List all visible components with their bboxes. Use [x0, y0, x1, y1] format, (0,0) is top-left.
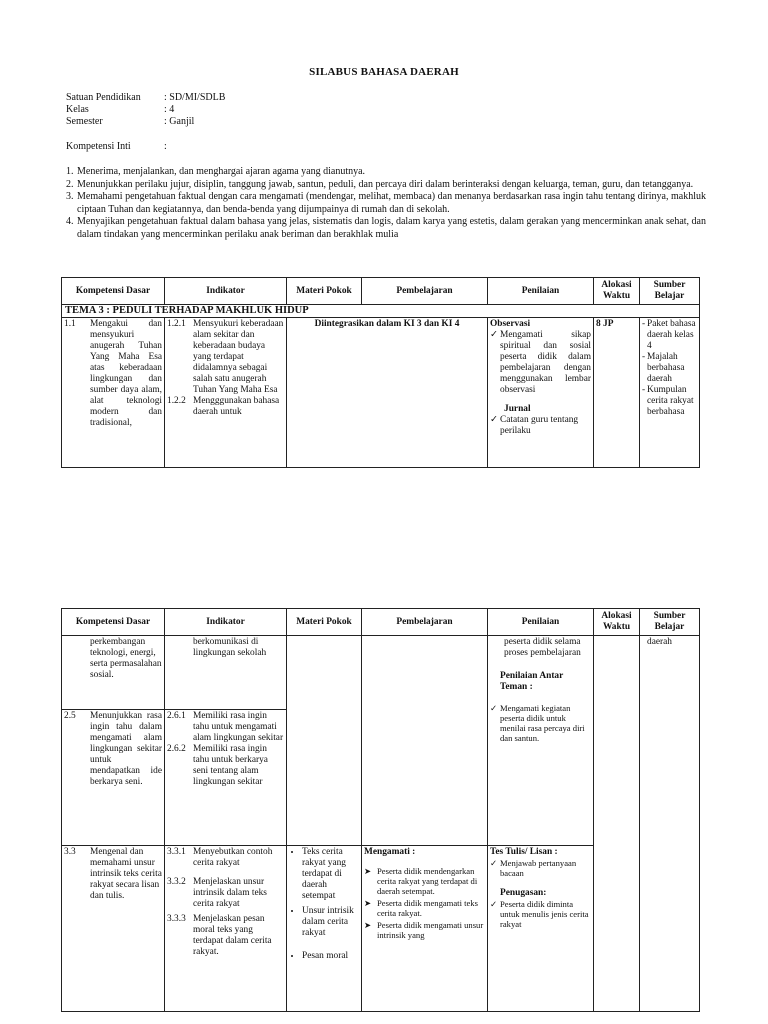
penilaian-antar-teman-title: Penilaian Antar Teman :: [500, 671, 564, 692]
syllabus-table-2: [61, 608, 700, 1012]
materi-cell: [287, 846, 362, 1012]
kd-text: perkembangan teknologi, energi, serta permasalahan sosial.: [90, 637, 162, 680]
header-pembelajaran: Pembelajaran: [362, 278, 488, 305]
table-header-row: [62, 609, 700, 636]
ki-item: [66, 191, 706, 216]
ki-text: Menunjukkan perilaku jujur, disiplin, tanggung jawab, santun, peduli, dan percaya diri dalam berinteraksi dengan keluarga, teman, guru, dan tetangganya.: [77, 178, 694, 190]
materi-item: • Pesan moral: [302, 951, 359, 962]
indikator-text: Mengggunakan bahasa daerah untuk: [193, 396, 280, 417]
indikator-text: Mensyukuri keberadaan alam sekitar dan keberadaan budaya yang terdapat didalamnya sebagai salah satu anugerah Tuhan Yang Maha Esa: [193, 319, 284, 395]
indikator-text: Memiliki rasa ingin tahu untuk mengamati alam lingkungan sekitar: [193, 711, 284, 743]
penilaian-cell: [488, 318, 594, 468]
indikator-text: Menyebutkan contoh cerita rakyat: [193, 847, 273, 868]
indikator-text: berkomunikasi di lingkungan sekolah: [193, 637, 267, 658]
kd-text: Mengakui dan mensyukuri anugerah Tuhan Yang Maha Esa atas keberadaan lingkungan dan sumber daya alam, alat teknologi modern dan tradisional,: [90, 319, 162, 428]
info-value: : 4: [164, 104, 175, 115]
alokasi-cell: [594, 636, 640, 1012]
info-label: Satuan Pendidikan: [66, 92, 141, 103]
info-value: : Ganjil: [164, 116, 195, 127]
ki-number: 1.: [66, 166, 74, 177]
kd-cell: [62, 318, 165, 468]
table-row: [62, 318, 700, 468]
jurnal-title: Jurnal: [504, 404, 531, 414]
arrow-bullet-icon: ➤: [364, 866, 372, 876]
kd-number: 1.1: [64, 319, 76, 329]
info-semester: [66, 116, 194, 128]
ki-text: Menerima, menjalankan, dan menghargai ajaran agama yang dianutnya.: [77, 166, 366, 177]
materi-item: • Teks cerita rakyat yang terdapat di daerah setempat: [302, 847, 359, 902]
materi-cell: [287, 636, 362, 846]
indikator-number: 1.2.1: [167, 319, 186, 329]
info-kelas: [66, 104, 174, 116]
penilaian-text: peserta didik selama proses pembelajaran: [504, 637, 581, 658]
header-materi: Materi Pokok: [287, 278, 362, 305]
header-sumber: Sumber Belajar: [640, 278, 700, 305]
header-penilaian: Penilaian: [488, 609, 594, 636]
kd-cell: [62, 846, 165, 1012]
arrow-bullet-icon: ➤: [364, 898, 372, 908]
ki-number: 2.: [66, 178, 74, 190]
ki-text: Memahami pengetahuan faktual dengan cara mengamati (mendengar, melihat, membaca) dan menanya berdasarkan rasa ingin tahu tentang dirinya, makhluk ciptaan Tuhan dan kegiatannya, dan benda-benda yang dijumpainya di rumah dan di sekolah.: [77, 191, 706, 215]
ki-text: Menyajikan pengetahuan faktual dalam bahasa yang jelas, sistematis dan logis, dalam karya yang estetis, dalam gerakan yang mencerminkan anak sehat, dan dalam tindakan yang mencerminkan perilaku anak beriman dan berakhlak mulia: [77, 216, 706, 240]
indikator-cell: [165, 710, 287, 846]
header-kd: Kompetensi Dasar: [62, 609, 165, 636]
indikator-cell: [165, 318, 287, 468]
checkmark-icon: ✓: [490, 703, 498, 713]
sumber-cell: - Paket bahasa daerah kelas 4 - Majalah berbahasa daerah - Kumpulan cerita rakyat berbahasa: [640, 318, 700, 468]
indikator-text: Menjelaskan unsur intrinsik dalam teks cerita rakyat: [193, 877, 267, 909]
penugasan-title: Penugasan:: [500, 888, 547, 898]
observasi-text: Mengamati sikap spiritual dan sosial peserta didik dalam pembelajaran dengan menggunakan lembar observasi: [500, 330, 591, 395]
header-indikator: Indikator: [165, 278, 287, 305]
indikator-number: 2.6.2: [167, 744, 186, 754]
ki-list: [66, 166, 706, 241]
tema-row: [62, 305, 700, 318]
pembelajaran-cell: Diintegrasikan dalam KI 3 dan KI 4: [287, 318, 488, 468]
penilaian-antar-teman-text: Mengamati kegiatan peserta didik untuk menilai rasa percaya diri dan santun.: [500, 703, 585, 743]
checkmark-icon: ✓: [490, 899, 498, 909]
info-satuan: [66, 92, 225, 104]
kd-number: 2.5: [64, 711, 76, 721]
checkmark-icon: ✓: [490, 858, 498, 868]
ki-item: [66, 166, 706, 179]
materi-item: • Unsur intrisik dalam cerita rakyat: [302, 906, 359, 939]
header-indikator: Indikator: [165, 609, 287, 636]
sumber-item: daerah: [647, 637, 672, 647]
penugasan-text: Peserta didik diminta untuk menulis jenis cerita rakyat: [500, 899, 589, 929]
ki-item: [66, 179, 706, 192]
header-penilaian: Penilaian: [488, 278, 594, 305]
penilaian-cell: [488, 636, 594, 846]
ki-colon: :: [164, 141, 167, 152]
table-row: [62, 636, 700, 710]
tes-text: Menjawab pertanyaan bacaan: [500, 858, 577, 878]
syllabus-table-1: [61, 277, 700, 468]
mengamati-item: Peserta didik mengamati unsur intrinsik yang: [377, 920, 484, 940]
document-title: SILABUS BAHASA DAERAH: [309, 66, 459, 78]
sumber-item: Paket bahasa daerah kelas 4: [647, 319, 696, 351]
kd-cell: [62, 636, 165, 710]
info-label: Kelas: [66, 104, 89, 115]
sumber-item: Kumpulan cerita rakyat berbahasa: [647, 385, 694, 417]
mengamati-item: Peserta didik mengamati teks cerita rakyat.: [377, 898, 478, 918]
kd-number: 3.3: [64, 847, 76, 857]
pembelajaran-cell: [362, 636, 488, 846]
info-label: Semester: [66, 116, 103, 127]
table-header-row: [62, 278, 700, 305]
header-alokasi: Alokasi Waktu: [594, 609, 640, 636]
kd-cell: [62, 710, 165, 846]
indikator-text: Menjelaskan pesan moral teks yang terdapat dalam cerita rakyat.: [193, 914, 272, 957]
observasi-title: Observasi: [490, 319, 531, 329]
header-pembelajaran: Pembelajaran: [362, 609, 488, 636]
kd-text: Menunjukkan rasa ingin tahu dalam mengamati alam lingkungan sekitar untuk mendapatkan ide berkarya seni.: [90, 711, 162, 787]
arrow-bullet-icon: ➤: [364, 920, 372, 930]
ki-heading: [66, 141, 167, 153]
alokasi-cell: 8 JP: [594, 318, 640, 468]
sumber-item: Majalah berbahasa daerah: [647, 352, 685, 384]
header-materi: Materi Pokok: [287, 609, 362, 636]
mengamati-item: Peserta didik mendengarkan cerita rakyat yang terdapat di daerah setempat.: [377, 866, 478, 896]
sumber-cell: [640, 636, 700, 1012]
indikator-number: 2.6.1: [167, 711, 186, 721]
checkmark-icon: ✓: [490, 330, 498, 340]
mengamati-title: Mengamati :: [364, 847, 416, 857]
header-kd: Kompetensi Dasar: [62, 278, 165, 305]
pembelajaran-cell: [362, 846, 488, 1012]
info-value: : SD/MI/SDLB: [164, 92, 226, 103]
indikator-cell: [165, 636, 287, 710]
indikator-number: 3.3.2: [167, 877, 186, 887]
tema-title: TEMA 3 : PEDULI TERHADAP MAKHLUK HIDUP: [62, 305, 700, 318]
ki-label: Kompetensi Inti: [66, 141, 131, 152]
kd-text: Mengenal dan memahami unsur intrinsik teks cerita rakyat secara lisan dan tulis.: [90, 847, 162, 901]
ki-number: 3.: [66, 191, 74, 202]
header-alokasi: Alokasi Waktu: [594, 278, 640, 305]
ki-item: [66, 216, 706, 241]
indikator-cell: [165, 846, 287, 1012]
tes-title: Tes Tulis/ Lisan :: [490, 847, 558, 857]
indikator-text: Memiliki rasa ingin tahu untuk berkarya seni tentang alam lingkungan sekitar: [193, 744, 268, 787]
penilaian-cell: [488, 846, 594, 1012]
indikator-number: 1.2.2: [167, 396, 186, 406]
ki-number: 4.: [66, 216, 74, 227]
indikator-number: 3.3.3: [167, 914, 186, 924]
header-sumber: Sumber Belajar: [640, 609, 700, 636]
checkmark-icon: ✓: [490, 415, 498, 425]
jurnal-text: Catatan guru tentang perilaku: [500, 415, 579, 436]
indikator-number: 3.3.1: [167, 847, 186, 857]
